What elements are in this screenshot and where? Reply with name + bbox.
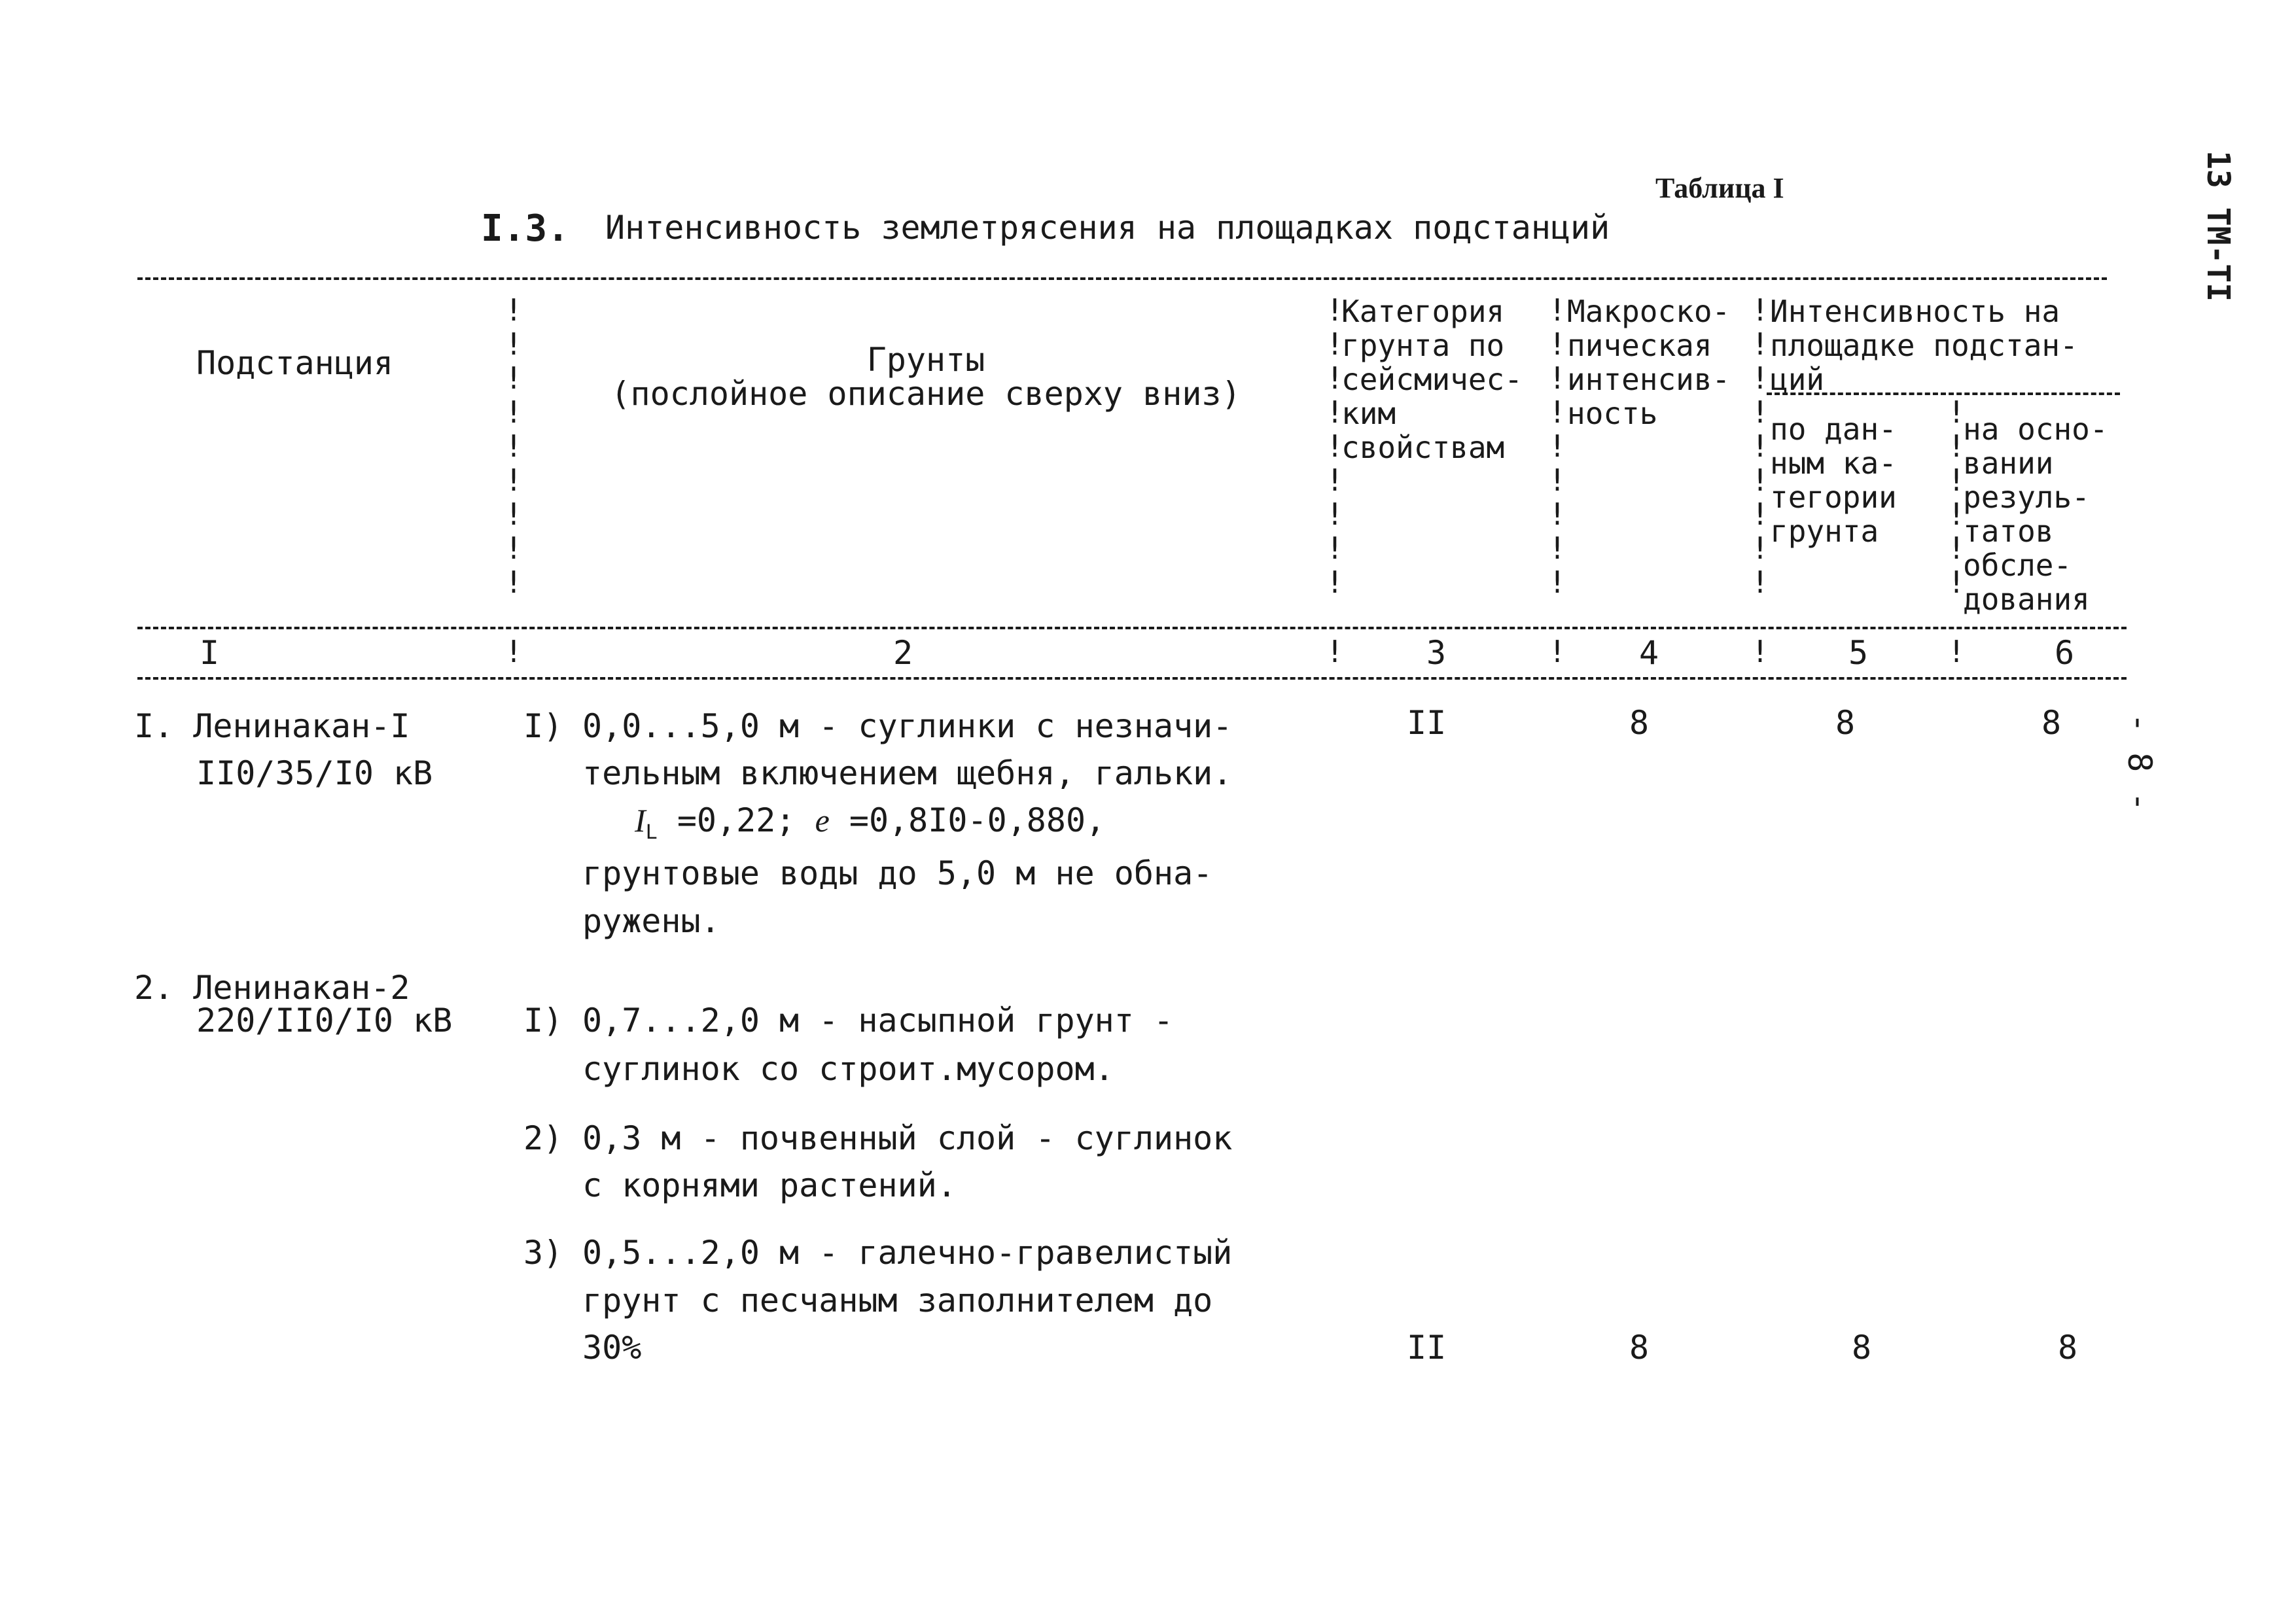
col-separator-1: ! ! ! ! ! ! ! ! ! — [504, 292, 523, 600]
row1-macroseismic: 8 — [1629, 704, 1650, 742]
header-soils-desc: (послойное описание сверху вниз) — [610, 375, 1241, 413]
row1-layer1-line2: тельным включением щебня, гальки. — [582, 754, 1233, 792]
header-soils: Грунты — [866, 341, 985, 379]
side-code: 13 ТМ-ТI — [2200, 150, 2236, 302]
row1-layer1-line1: 0,0...5,0 м - суглинки с незначи- — [582, 707, 1233, 745]
row2-layer3-line3: 30% — [582, 1329, 642, 1367]
col-number-4: 4 — [1638, 634, 1659, 672]
row2-layer1-number: I) — [523, 1002, 563, 1039]
row2-layer2-number: 2) — [523, 1119, 563, 1157]
col-number-1: I — [199, 634, 220, 672]
col-number-6: 6 — [2054, 634, 2075, 672]
row2-category: II — [1407, 1329, 1447, 1367]
col-number-3: 3 — [1426, 634, 1447, 672]
num-separator-3: ! — [1548, 634, 1566, 669]
header-bottom-rule — [137, 627, 2127, 629]
row1-intensity-survey: 8 — [2041, 704, 2062, 742]
table-top-rule — [137, 277, 2107, 280]
row2-layer1-line1: 0,7...2,0 м - насыпной грунт - — [582, 1002, 1174, 1039]
header-by-category: по дан- ным ка- тегории грунта — [1770, 411, 1897, 549]
row2-layer3-line1: 0,5...2,0 м - галечно-гравелистый — [582, 1234, 1233, 1272]
page-number: - 8 - — [2121, 713, 2159, 812]
num-separator-2: ! — [1326, 634, 1344, 669]
col-separator-2: ! ! ! ! ! ! ! ! ! — [1326, 292, 1344, 600]
col-separator-4: ! ! ! ! ! ! ! ! ! — [1751, 292, 1769, 600]
row1-layer1-number: I) — [523, 707, 563, 745]
row2-layer3-line2: грунт с песчаным заполнителем до — [582, 1282, 1213, 1319]
section-number: I.3. — [481, 207, 569, 250]
row2-substation-name: 2. Ленинакан-2 — [134, 969, 410, 1007]
row1-layer1-line5: ружены. — [582, 902, 720, 940]
row1-intensity-category: 8 — [1835, 704, 1856, 742]
num-separator-1: ! — [504, 634, 523, 669]
row2-layer1-line2: суглинок со строит.мусором. — [582, 1050, 1114, 1088]
row1-substation-name: I. Ленинакан-I — [134, 707, 410, 745]
num-separator-4: ! — [1751, 634, 1769, 669]
row2-intensity-category: 8 — [1852, 1329, 1872, 1367]
numbers-bottom-rule — [137, 677, 2127, 680]
page-title: Интенсивность землетрясения на площадках подстанций — [605, 209, 1610, 247]
col-number-2: 2 — [892, 634, 913, 672]
header-category: Категория грунта по сейсмичес- ким свойствам — [1341, 294, 1523, 465]
row1-layer1-line4: грунтовые воды до 5,0 м не обна- — [582, 854, 1213, 892]
row2-intensity-survey: 8 — [2058, 1329, 2078, 1367]
row1-category: II — [1407, 704, 1447, 742]
num-separator-5: ! — [1947, 634, 1966, 669]
row2-layer2-line1: 0,3 м - почвенный слой - суглинок — [582, 1119, 1233, 1157]
col-separator-5: ! ! ! ! ! ! — [1947, 394, 1966, 600]
row2-substation-voltage: 220/II0/I0 кВ — [196, 1002, 453, 1039]
row1-layer1-params: $I_L =0,22$; e =0,8I0-0,880, — [635, 801, 1106, 844]
table-label: Таблица I — [1655, 172, 1784, 204]
header-by-survey: на осно- вании резуль- татов обсле- дования — [1963, 411, 2108, 617]
row1-substation-voltage: II0/35/I0 кВ — [196, 754, 433, 792]
col-separator-3: ! ! ! ! ! ! ! ! ! — [1548, 292, 1566, 600]
row2-macroseismic: 8 — [1629, 1329, 1650, 1367]
header-intensity-group: Интенсивность на площадке подстан- ций — [1770, 294, 2078, 397]
col-number-5: 5 — [1848, 634, 1869, 672]
row2-layer2-line2: с корнями растений. — [582, 1166, 957, 1204]
header-macroseismic: Макроско- пическая интенсив- ность — [1567, 294, 1731, 431]
header-substation: Подстанция — [196, 344, 394, 382]
symbol-il: I — [635, 802, 646, 839]
row2-layer3-number: 3) — [523, 1234, 563, 1272]
